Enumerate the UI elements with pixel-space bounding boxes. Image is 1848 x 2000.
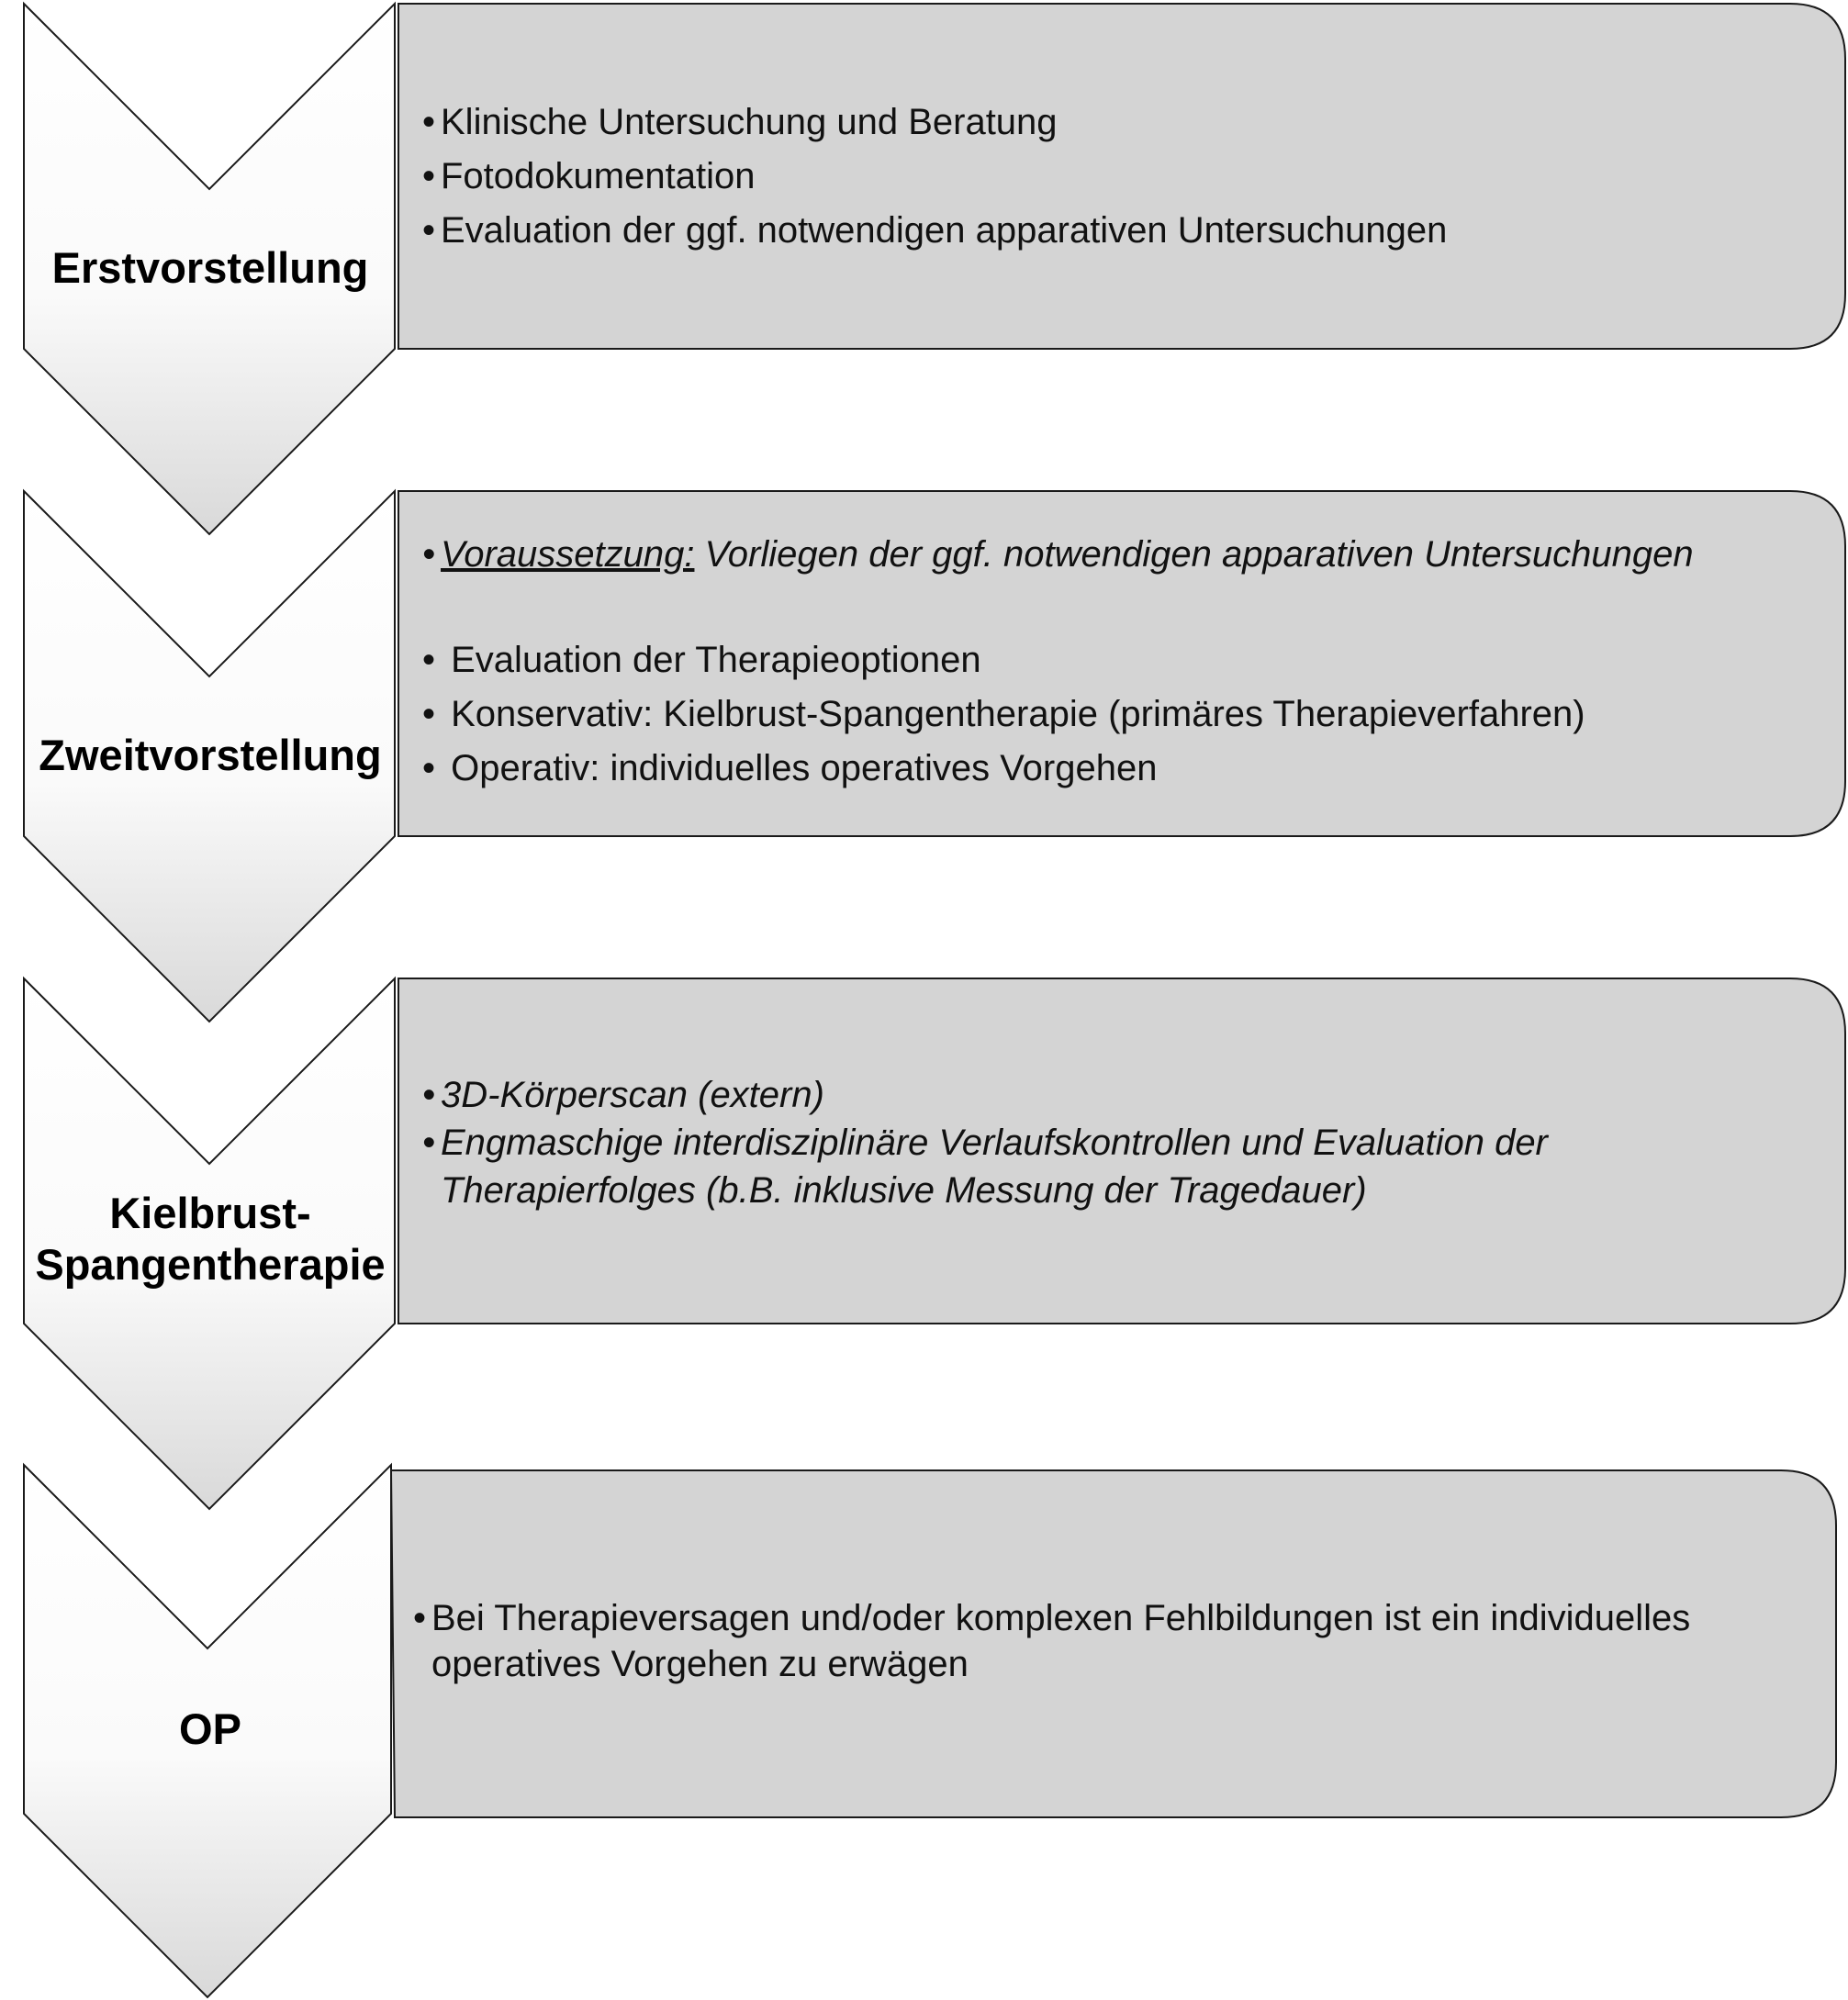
prerequisite-item [422,528,1694,582]
list-item-continuation: Therapierfolges (b.B. inklusive Messung der Tragedauer) [441,1170,1367,1211]
stage-label-erstvorstellung: Erstvorstellung [51,243,369,292]
bullet-icon: • [422,1123,436,1163]
bullet-icon: • [422,210,436,251]
bullet-icon: • [422,694,436,734]
list-item: • 3D-Körperscan (extern) [422,1071,1548,1119]
list-item: • Engmaschige interdisziplinäre Verlaufskontrollen und Evaluation der [422,1119,1548,1167]
list-item: • Klinische Untersuchung und Beratung [422,95,1447,150]
bullet-icon: • [422,640,436,680]
bullet-icon: • [422,156,436,196]
box-text-erstvorstellung [422,95,1447,258]
list-item: • Konservativ: Kielbrust-Spangentherapie (primäres Therapieverfahren) [422,687,1694,742]
stage-label-zweitvorstellung: Zweitvorstellung [39,731,382,779]
bullet-icon: • [422,748,436,788]
bullet-icon: • [422,102,436,142]
list-item: • Operativ: individuelles operatives Vorgehen [422,742,1694,796]
prerequisite-text: Vorliegen der ggf. notwendigen apparativen Untersuchungen [694,534,1694,575]
list-item: • Fotodokumentation [422,150,1447,204]
box-text-kielbrust-spangentherapie [422,1071,1548,1214]
bullet-icon: • [422,1075,436,1115]
list-item: • Evaluation der Therapieoptionen [422,633,1694,687]
bullet-icon: • [413,1598,427,1638]
list-item: • Evaluation der ggf. notwendigen apparativen Untersuchungen [422,204,1447,258]
box-text-zweitvorstellung [422,528,1694,796]
bullet-icon: • [422,534,436,575]
stage-label-op: OP [179,1704,241,1753]
stage-label-line: Kielbrust- [109,1189,311,1237]
stage-label-line: Spangentherapie [35,1240,386,1289]
list-item: • Bei Therapieversagen und/oder komplexen Fehlbildungen ist ein individuelles [413,1595,1690,1641]
stage-label-kielbrust-spangentherapie [22,1188,398,1291]
box-text-op [413,1595,1690,1687]
prerequisite-label: Voraussetzung: [441,534,695,575]
list-item-continuation: operatives Vorgehen zu erwägen [431,1644,969,1684]
